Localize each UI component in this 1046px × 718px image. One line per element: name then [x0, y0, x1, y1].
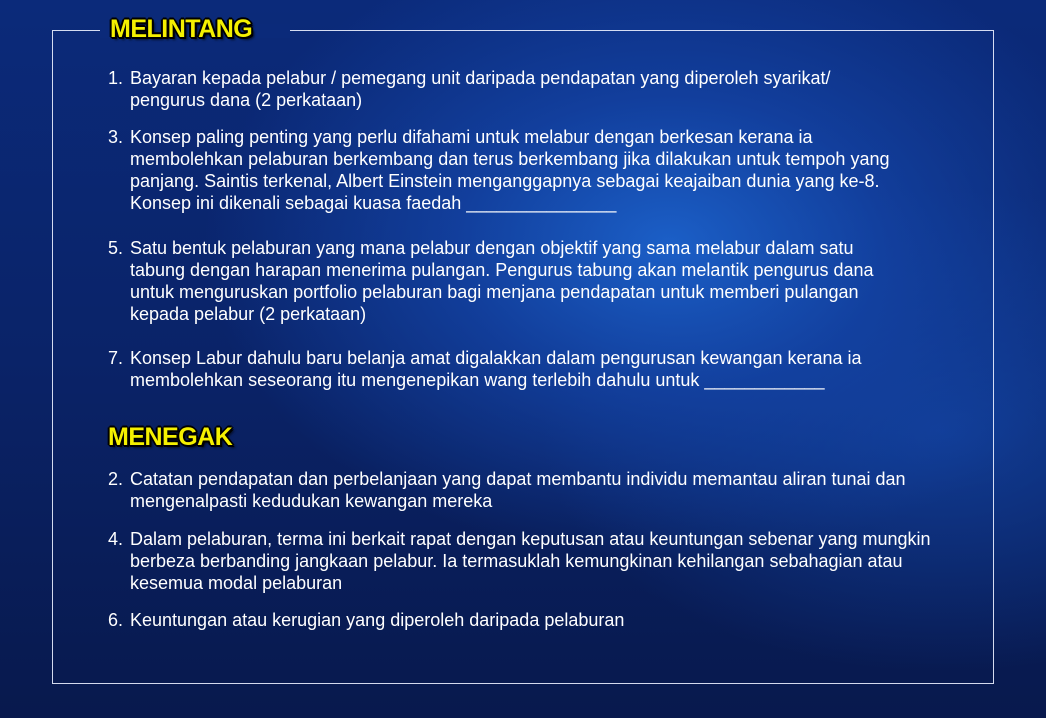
clue-text: Catatan pendapatan dan perbelanjaan yang dapat membantu individu memantau aliran tunai dan mengenalpasti kedudukan kewangan mereka [130, 469, 906, 511]
clue-number: 1. [108, 68, 124, 88]
across-clue-1 [108, 67, 848, 111]
down-heading: MENEGAK [108, 423, 233, 451]
clue-number: 6. [108, 610, 124, 630]
across-clue-7 [108, 347, 938, 391]
down-clue-6 [108, 609, 928, 631]
clue-text: Dalam pelaburan, terma ini berkait rapat dengan keputusan atau keuntungan sebenar yang mungkin berbeza berbanding jangkaan pelabur. Ia termasuklah kemungkinan kehilangan sebahagian atau kesemua modal pelaburan [130, 529, 931, 593]
clue-number: 4. [108, 529, 124, 549]
across-heading: MELINTANG [110, 15, 253, 43]
across-clue-3 [108, 126, 908, 214]
clue-text: Konsep Labur dahulu baru belanja amat digalakkan dalam pengurusan kewangan kerana ia membolehkan seseorang itu mengenepikan wang terlebih dahulu untuk ____________ [130, 348, 862, 390]
clue-text: Satu bentuk pelaburan yang mana pelabur dengan objektif yang sama melabur dalam satu tabung dengan harapan menerima pulangan. Pengurus tabung akan melantik pengurus dana untuk menguruskan portfolio pelaburan bagi menjana pendapatan untuk memberi pulangan kepada pelabur (2 perkataan) [130, 238, 874, 324]
clue-number: 5. [108, 238, 124, 258]
across-clue-5 [108, 237, 908, 325]
clue-number: 3. [108, 127, 124, 147]
clue-number: 2. [108, 469, 124, 489]
down-clue-4 [108, 528, 958, 594]
clue-text: Konsep paling penting yang perlu difahami untuk melabur dengan berkesan kerana ia membolehkan pelaburan berkembang dan terus berkembang jika dilakukan untuk tempoh yang panjang. Saintis terkenal, Albert Einstein menganggapnya sebagai keajaiban dunia yang ke-8. Konsep ini dikenali sebagai kuasa faedah _______________ [130, 127, 890, 213]
clue-number: 7. [108, 348, 124, 368]
down-clue-2 [108, 468, 928, 512]
clue-text: Bayaran kepada pelabur / pemegang unit daripada pendapatan yang diperoleh syarikat/ pengurus dana (2 perkataan) [130, 68, 831, 110]
clue-text: Keuntungan atau kerugian yang diperoleh daripada pelaburan [130, 610, 625, 630]
